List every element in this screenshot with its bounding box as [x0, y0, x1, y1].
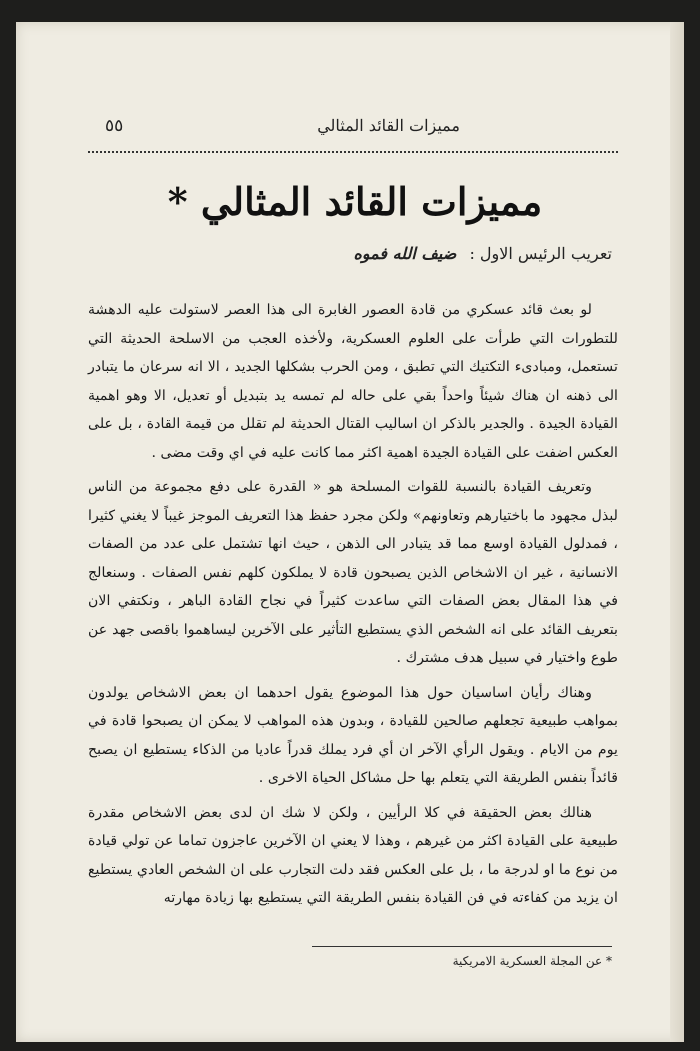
page-number: ٥٥ — [105, 116, 124, 136]
running-title: مميزات القائد المثالي — [317, 116, 460, 135]
article-body — [88, 296, 618, 919]
paragraph: وتعريف القيادة بالنسبة للقوات المسلحة هو « القدرة على دفع مجموعة من الناس لبذل مجهود ما باختيارهم وتعاونهم» ولكن مجرد حفظ هذا التعريف الموجز غيباً لا يغني كثيرا ، فمدلول القيادة اوسع مما قد يتبادر الى الذهن ، حيث انها تشتمل على عدد من الصفات الانسانية ، غير ان الاشخاص الذين يصبحون قادة لا يملكون كلهم نفس الصفات . وسنعالج في هذا المقال بعض الصفات التي ساعدت كثيراً في نجاح القادة الباهر ، ونكتفي الان بتعريف القائد على انه الشخص الذي يستطيع التأثير على الآخرين ليساهموا باقصى جهد عن طوع واختيار في سبيل هدف مشترك . — [88, 479, 618, 666]
paragraph: لو بعث قائد عسكري من قادة العصور الغابرة الى هذا العصر لاستولت عليه الدهشة للتطورات التي طرأت على العلوم العسكرية، ولأخذه العجب من الاسلحة الحديثة التي تستعمل، ومبادىء التكتيك التي تطبق ، ومن الحرب بشكلها الجديد ، الا انه سرعان ما يتبادر الى ذهنه ان هناك شيئاً واحداً بقي على حاله لم تمسه يد بتبديل أو تعديل، الا وهو اهمية القيادة الجيدة . والجدير بالذكر ان اساليب القتال الحديثة لم تقلل من قيمة القادة ، بل على العكس اضفت على القيادة الجيدة اهمية اكثر مما كانت عليه في اي وقت مضى . — [88, 302, 618, 461]
footnote: * عن المجلة العسكرية الامريكية — [452, 954, 612, 968]
byline-prefix: تعريب الرئيس الاول : — [469, 244, 612, 263]
paragraph: هنالك بعض الحقيقة في كلا الرأيين ، ولكن لا شك ان لدى بعض الاشخاص مقدرة طبيعية على القيادة اكثر من غيرهم ، وهذا لا يعني ان الآخرين عاجزون تماما عن تولي قيادة من نوع ما او لدرجة ما ، بل على العكس فقد دلت التجارب على ان الشخص العادي يستطيع ان يزيد من كفاءته في فن القيادة بنفس الطريقة التي يستطيع بها زيادة مهارته — [88, 804, 618, 906]
footnote-rule — [312, 946, 612, 947]
byline — [92, 244, 612, 263]
page-edge — [670, 22, 684, 1042]
running-header — [95, 112, 610, 146]
paragraph: وهناك رأيان اساسيان حول هذا الموضوع يقول احدهما ان بعض الاشخاص يولدون بمواهب طبيعية تجعلهم صالحين للقيادة ، وبدون هذه المواهب لا يمكن ان يصبحوا قادة في يوم من الايام . ويقول الرأي الآخر ان أي فرد يملك قدراً عاديا من الذكاء يستطيع ان يصبح قائداً بنفس الطريقة التي يتعلم بها حل مشاكل الحياة الاخرى . — [88, 684, 618, 786]
article-title: مميزات القائد المثالي * — [167, 179, 543, 224]
byline-author: ضيف الله فموه — [353, 244, 457, 263]
header-dotted-rule — [88, 151, 618, 153]
